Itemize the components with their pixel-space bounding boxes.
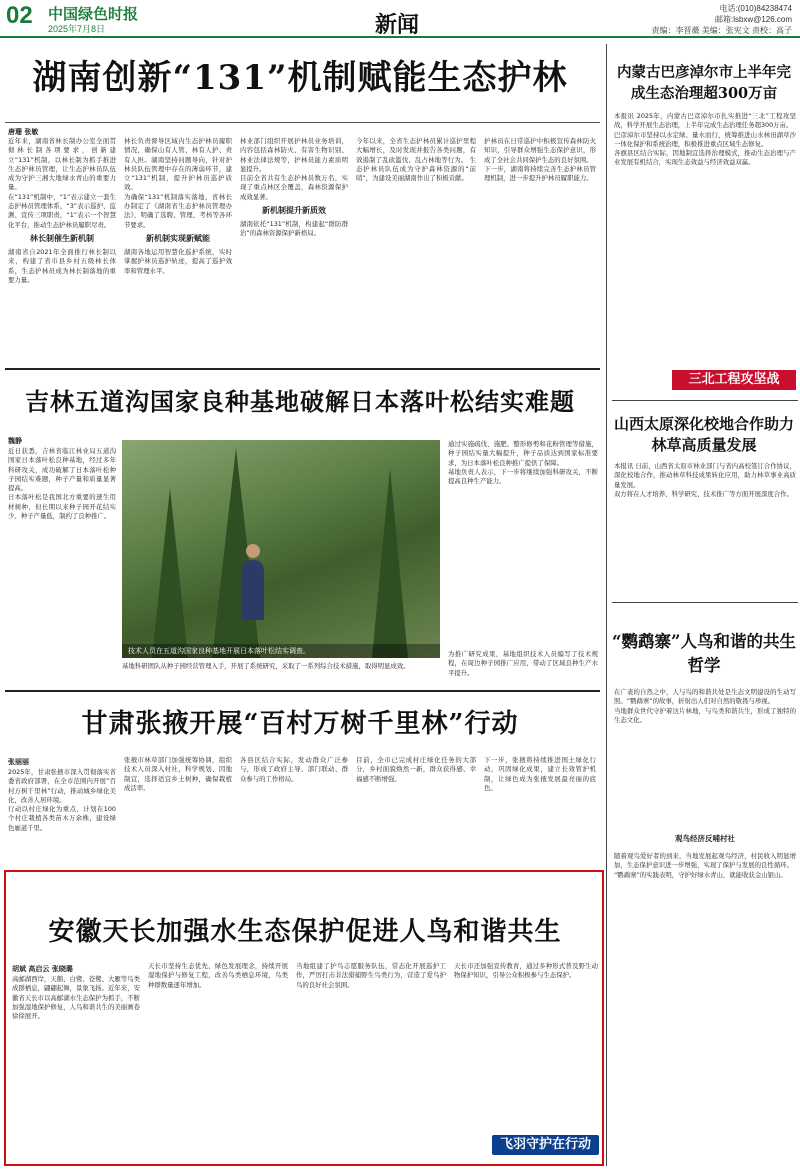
article3-column-1: 2025年，甘肃张掖市深入贯彻落实省委省政府部署，在全市范围内开展“百村万树千里林”行动，推动城乡绿化美化，改善人居环境。 行动以村庄绿化为重点，计划在100个村庄栽植各类苗木万余株，建设绿色廊道千里。 bbox=[8, 768, 116, 832]
sidebar-campaign-bar: 三北工程攻坚战 bbox=[672, 370, 796, 390]
article3-column-5: 下一步，张掖将持续推进国土绿化行动，巩固绿化成果，建立长效管护机制，让绿色成为张掖发展最亮丽的底色。 bbox=[484, 756, 596, 792]
masthead bbox=[0, 0, 800, 38]
article2-photo-caption: 技术人员在五道沟国家良种基地开展日本落叶松结实调查。 bbox=[122, 644, 440, 658]
article2-headline: 吉林五道沟国家良种基地破解日本落叶松结实难题 bbox=[25, 387, 575, 416]
editors: 责编：李晋薇 美编：张宪文 责校：高子 bbox=[651, 26, 792, 35]
article3-headline: 甘肃张掖开展“百村万树千里林”行动 bbox=[81, 709, 519, 739]
article3-byline: 张丽丽 bbox=[8, 758, 29, 766]
article1-column-4: 今年以来，全省生态护林员累计巡护里程大幅增长，及时发现并报告各类问题，有效遏制了乱砍滥伐、乱占林地等行为。 生态护林员队伍成为守护森林资源的“前哨”，为建设美丽湖南作出了积极贡献。 bbox=[356, 137, 476, 183]
article1-col2b-text: 湖南各地运用智慧化巡护系统，实时掌握护林员巡护轨迹，提高了巡护效率和管理水平。 bbox=[124, 247, 232, 275]
article1-col3b-text: 湖南依托“131”机制，构建起“群防群治”的森林资源保护新格局。 bbox=[240, 220, 348, 238]
article2-column-4: 为推广研究成果，基地组织技术人员编写了技术规程，在周边种子园推广应用，带动了区域良种生产水平提升。 bbox=[448, 650, 598, 677]
article1-col1b-text: 湖南省自2021年全面推行林长制以来，构建了省市县乡村五级林长体系，生态护林员成为林长制落地的重要力量。 bbox=[8, 247, 116, 284]
article4-column-2: 天长市坚持生态优先、绿色发展理念，持续开展湿地保护与修复工程，改善鸟类栖息环境，鸟类种群数量逐年增加。 bbox=[148, 962, 288, 989]
article1-subhead-1: 林长制催生新机制 bbox=[30, 233, 94, 243]
article1-column-3 bbox=[240, 137, 348, 360]
article4-campaign-tag: 飞羽守护在行动 bbox=[492, 1135, 599, 1155]
sidebar-story3-title: “鹦鹉寨”人鸟和谐的共生哲学 bbox=[612, 632, 796, 675]
article1-column-1 bbox=[8, 137, 116, 360]
newspaper-name: 中国绿色时报 bbox=[48, 5, 139, 23]
sidebar-story1-text: 本报讯 2025年，内蒙古巴彦淖尔市扎实推进“三北”工程攻坚战，科学开展生态治理，上半年完成生态治理任务超300万亩。 巴彦淖尔市坚持以水定绿、量水而行，统筹推进山水林田湖草沙一体化保护和系统治理，积极推进重点区域生态修复。 各旗县区结合实际，因地制宜选择治理模式，推动生态治理与产业发展有机结合，实现生态效益与经济效益双赢。 bbox=[614, 112, 796, 167]
article2-column-2: 基地科研团队从种子园经营管理入手，开展了系统研究，采取了一系列综合技术措施，取得明显成效。 bbox=[122, 662, 410, 670]
article1-col2-text: 林长负责督导区域内生态护林员履职情况，确保山有人管、林有人护、责有人担。湖南坚持问题导向，针对护林员队伍管理中存在的薄弱环节，建立“131”机制，提升护林员巡护质效。 为确保“131”机制落实落地，省林长办制定了《湖南省生态护林员管理办法》，明确了选聘、管理、考核等各环节要求。 bbox=[124, 137, 232, 229]
article4-column-4: 天长市还加强宣传教育，通过多种形式普及野生动物保护知识，引导公众积极参与生态保护。 bbox=[454, 962, 598, 980]
article2-photo bbox=[122, 440, 440, 658]
sidebar-story3-subhead: 观鸟经济反哺村社 bbox=[675, 834, 735, 843]
article2-column-1: 近日获悉，吉林省临江林业局五道沟国家日本落叶松良种基地，经过多年科研攻关，成功破解了日本落叶松种子园结实难题，种子产量和质量显著提高。 日本落叶松是我国北方重要的速生用材树种，但长期以来种子园开花结实少、种子产量低，制约了良种推广。 bbox=[8, 447, 116, 521]
article4-column-3: 当地组建了护鸟志愿服务队伍，常态化开展巡护工作，严厉打击非法猎捕野生鸟类行为，营造了爱鸟护鸟的良好社会氛围。 bbox=[296, 962, 446, 989]
article1-subhead-3: 新机制提升新质效 bbox=[262, 206, 326, 216]
sidebar-story3-text: 在广袤的自然之中，人与鸟的和谐共处是生态文明建设的生动写照。“鹦鹉寨”的故事，折射出人们对自然的敬畏与珍视。 当地群众世代守护着这片林地，与鸟类和谐共生，形成了独特的生态文化。 bbox=[614, 688, 796, 724]
sidebar-story2-text: 本报讯 日前，山西省太原市林业部门与省内高校签订合作协议，深化校地合作，推动林草科技成果转化应用，助力林草事业高质量发展。 双方将在人才培养、科学研究、技术推广等方面开展深度合作。 bbox=[614, 462, 796, 498]
article4-column-1: 高邮湖西岸，天鹅、白鹭、苍鹭、大雁等鸟类成群栖息，翩翩起舞，景象飞扬。近年来，安徽省天长市以高邮湖水生态保护为抓手，不断加强湿地保护修复，人鸟和谐共生的美丽画卷徐徐展开。 bbox=[12, 975, 140, 1021]
article1-subhead-2: 新机制实现新赋能 bbox=[146, 233, 210, 243]
article4-headline: 安徽天长加强水生态保护促进人鸟和谐共生 bbox=[48, 917, 562, 947]
article1-col3-text: 林业部门组织开展护林员业务培训，内容包括森林防火、有害生物识别、林业法律法规等，护林员能力素质明显提升。 目前全省共有生态护林员数万名，实现了重点林区全覆盖，森林资源保护成效显著。 bbox=[240, 137, 348, 201]
article2-byline: 魏静 bbox=[8, 437, 22, 445]
page-number: 02 bbox=[6, 2, 33, 29]
article4-byline: 胡斌 高启云 张晓璐 bbox=[12, 965, 73, 973]
sidebar-story2-title: 山西太原深化校地合作助力林草高质量发展 bbox=[613, 415, 794, 454]
article2-column-3: 通过实施疏伐、施肥、整形修剪和花粉管理等措施，种子园结实量大幅提升，种子品质达到国家标准要求，为日本落叶松良种推广提供了保障。 基地负责人表示，下一步将继续加强科研攻关，不断提高良种生产能力。 bbox=[448, 440, 598, 486]
article1-headline: 湖南创新“131”机制赋能生态护林 bbox=[32, 58, 568, 98]
article1-col1-text: 近年来，湖南省林长制办公室全面贯彻林长制各项要求，创新建立“131”机制，以林长制为抓手推进生态护林员管理，让生态护林员队伍成为守护三湘大地绿水青山的重要力量。 在“131”机制中，“1”表示建立一套生态护林员管理体系，“3”表示巡护、监测、宣传三项职责，“1”表示一个智慧化平台，推动生态护林员履职尽责。 bbox=[8, 137, 116, 229]
article1-byline: 唐珊 张敏 bbox=[8, 128, 39, 136]
article1-column-2 bbox=[124, 137, 232, 360]
sidebar-story1-title: 内蒙古巴彦淖尔市上半年完成生态治理超300万亩 bbox=[617, 64, 791, 102]
article3-column-3: 各县区结合实际，发动群众广泛参与，形成了政府主导、部门联动、群众参与的工作格局。 bbox=[240, 756, 348, 783]
email: 邮箱:lsbxw@126.com bbox=[714, 15, 792, 24]
section-title: 新闻 bbox=[375, 12, 420, 38]
article3-column-2: 张掖市林草部门加强统筹协调，组织技术人员深入村社，科学规划、因地制宜，选择适宜乡土树种，确保栽植成活率。 bbox=[124, 756, 232, 792]
article3-column-4: 目前，全市已完成村庄绿化任务的大部分，乡村面貌焕然一新，群众获得感、幸福感不断增强。 bbox=[356, 756, 476, 783]
phone: 电话:(010)84238474 bbox=[719, 4, 792, 13]
article1-column-5: 护林员在日常巡护中积极宣传森林防火知识，引导群众增强生态保护意识，形成了全社会共同保护生态的良好氛围。 下一步，湖南将持续完善生态护林员管理机制，进一步提升护林员履职能力。 bbox=[484, 137, 596, 183]
contact-info bbox=[652, 3, 792, 36]
publication-date: 2025年7月8日 bbox=[48, 24, 106, 34]
sidebar-story3-text2: 随着观鸟爱好者的到来，当地发展起观鸟经济，村民收入明显增加，生态保护意识进一步增强，实现了保护与发展的良性循环。 “鹦鹉寨”的实践表明，守护好绿水青山，就能收获金山银山。 bbox=[614, 852, 796, 879]
